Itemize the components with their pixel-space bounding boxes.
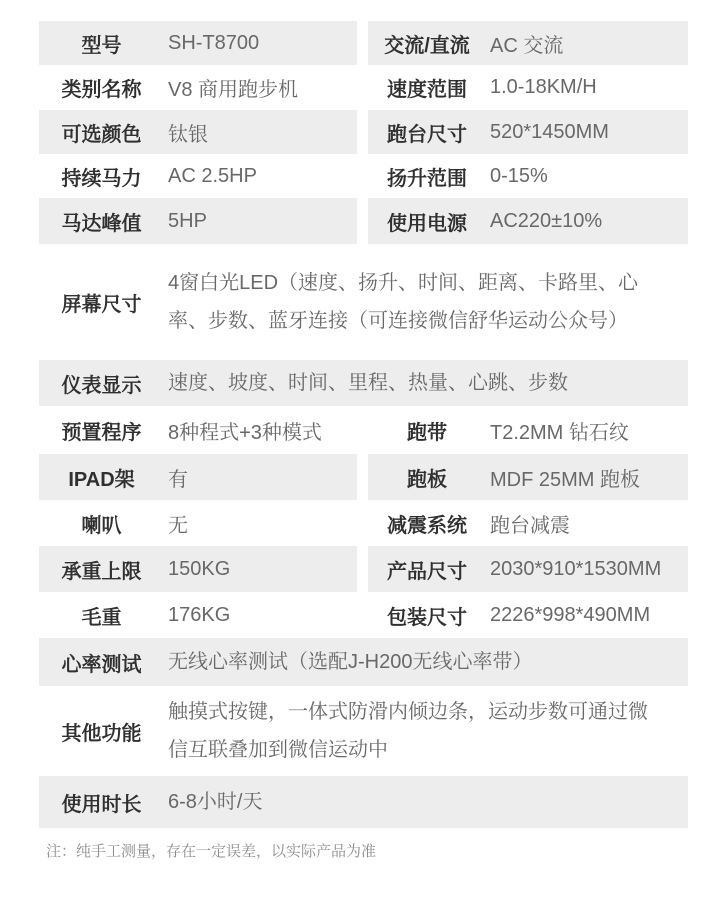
- spec-label: 产品尺寸: [387, 560, 467, 583]
- spec-value: 有: [168, 468, 188, 491]
- spec-row-screen: [39, 244, 688, 360]
- spec-value: 1.0-18KM/H: [490, 76, 597, 98]
- spec-row-model: [39, 21, 688, 65]
- spec-cell: [39, 65, 357, 110]
- column-gap: [357, 454, 368, 500]
- column-gap: [357, 546, 368, 592]
- spec-value: 5HP: [168, 209, 207, 232]
- column-gap: [357, 65, 368, 110]
- column-gap: [357, 154, 368, 198]
- spec-label: 型号: [81, 34, 122, 57]
- spec-value: AC 2.5HP: [168, 164, 257, 187]
- spec-value: 无: [168, 514, 188, 537]
- spec-label: 交流/直流: [384, 34, 470, 57]
- spec-value: 2226*998*490MM: [490, 603, 651, 626]
- spec-value: 176KG: [168, 603, 231, 626]
- spec-value: 0-15%: [490, 164, 548, 187]
- spec-cell: [39, 406, 357, 454]
- spec-label: 预置程序: [61, 421, 142, 444]
- spec-value: 520*1450MM: [490, 120, 609, 143]
- spec-cell: [368, 546, 688, 592]
- spec-row-other-functions: [39, 686, 688, 776]
- spec-label: 可选颜色: [61, 123, 142, 146]
- spec-cell: [39, 592, 357, 638]
- column-gap: [357, 198, 368, 244]
- spec-value: 无线心率测试（选配J-H200无线心率带）: [168, 651, 533, 673]
- spec-row-programs: [39, 406, 688, 454]
- spec-cell: [39, 546, 357, 592]
- spec-cell: [368, 406, 688, 454]
- spec-row-max-load: [39, 546, 688, 592]
- spec-value: 8种程式+3种模式: [168, 421, 322, 444]
- spec-label: 类别名称: [61, 79, 142, 101]
- spec-row-color: [39, 110, 688, 154]
- measurement-note: 注：纯手工测量，存在一定误差，以实际产品为准: [46, 843, 377, 860]
- spec-cell: [368, 454, 688, 500]
- spec-label: 跑带: [407, 421, 447, 444]
- spec-row-peak-hp: [39, 198, 688, 244]
- spec-cell: [368, 65, 688, 110]
- spec-label: 承重上限: [61, 560, 142, 583]
- spec-cell: [368, 21, 688, 65]
- spec-label: IPAD架: [68, 468, 135, 491]
- spec-cell: [39, 500, 357, 546]
- spec-cell: [368, 592, 688, 638]
- spec-cell: [39, 198, 357, 244]
- spec-label: 仪表显示: [61, 374, 142, 397]
- column-gap: [357, 592, 368, 638]
- spec-row-heart-rate: [39, 638, 688, 686]
- column-gap: [357, 406, 368, 454]
- spec-value: 150KG: [168, 557, 231, 580]
- spec-value: AC220±10%: [490, 209, 603, 232]
- spec-row-usage-duration: [39, 776, 688, 828]
- spec-row-gross-weight: [39, 592, 688, 638]
- spec-value: 钛银: [168, 123, 208, 146]
- spec-value: 4窗白光LED（速度、扬升、时间、距离、卡路里、心率、步数、蓝牙连接（可连接微信舒华运动公众号）: [168, 272, 639, 332]
- spec-cell: [368, 154, 688, 198]
- spec-label: 喇叭: [81, 514, 122, 537]
- spec-label: 使用电源: [387, 212, 467, 235]
- spec-value: V8 商用跑步机: [168, 79, 299, 101]
- spec-cell: [39, 21, 357, 65]
- spec-cell: [368, 110, 688, 154]
- spec-value: T2.2MM 钻石纹: [490, 421, 629, 444]
- spec-value: 6-8小时/天: [168, 791, 263, 813]
- spec-label: 扬升范围: [387, 167, 467, 190]
- spec-value: MDF 25MM 跑板: [490, 468, 640, 491]
- column-gap: [357, 110, 368, 154]
- spec-label: 包装尺寸: [387, 606, 467, 629]
- spec-label: 跑台尺寸: [387, 123, 467, 146]
- spec-value: 跑台减震: [490, 514, 570, 537]
- spec-value: AC 交流: [490, 34, 564, 57]
- spec-label: 屏幕尺寸: [61, 293, 142, 316]
- spec-label: 毛重: [81, 606, 122, 629]
- spec-value: 触摸式按键，一体式防滑内倾边条，运动步数可通过微信互联叠加到微信运动中: [168, 701, 648, 761]
- spec-label: 使用时长: [61, 793, 142, 816]
- column-gap: [357, 500, 368, 546]
- spec-row-category: [39, 65, 688, 110]
- spec-label: 心率测试: [61, 653, 142, 676]
- spec-cell: [39, 154, 357, 198]
- spec-cell: [39, 454, 357, 500]
- spec-value: SH-T8700: [168, 31, 260, 54]
- spec-label: 跑板: [407, 468, 447, 491]
- spec-table: [39, 21, 688, 828]
- spec-value: 2030*910*1530MM: [490, 557, 662, 580]
- spec-cell: [39, 110, 357, 154]
- spec-label: 持续马力: [61, 167, 142, 190]
- spec-value: 速度、坡度、时间、里程、热量、心跳、步数: [168, 372, 568, 394]
- spec-label: 减震系统: [387, 514, 467, 537]
- spec-label: 速度范围: [387, 79, 467, 101]
- spec-cell: [368, 500, 688, 546]
- spec-label: 其他功能: [61, 722, 142, 745]
- spec-row-ipad-holder: [39, 454, 688, 500]
- column-gap: [357, 21, 368, 65]
- spec-row-meter-display: [39, 360, 688, 406]
- spec-cell: [368, 198, 688, 244]
- spec-label: 马达峰值: [61, 212, 142, 235]
- spec-row-speaker: [39, 500, 688, 546]
- spec-row-continuous-hp: [39, 154, 688, 198]
